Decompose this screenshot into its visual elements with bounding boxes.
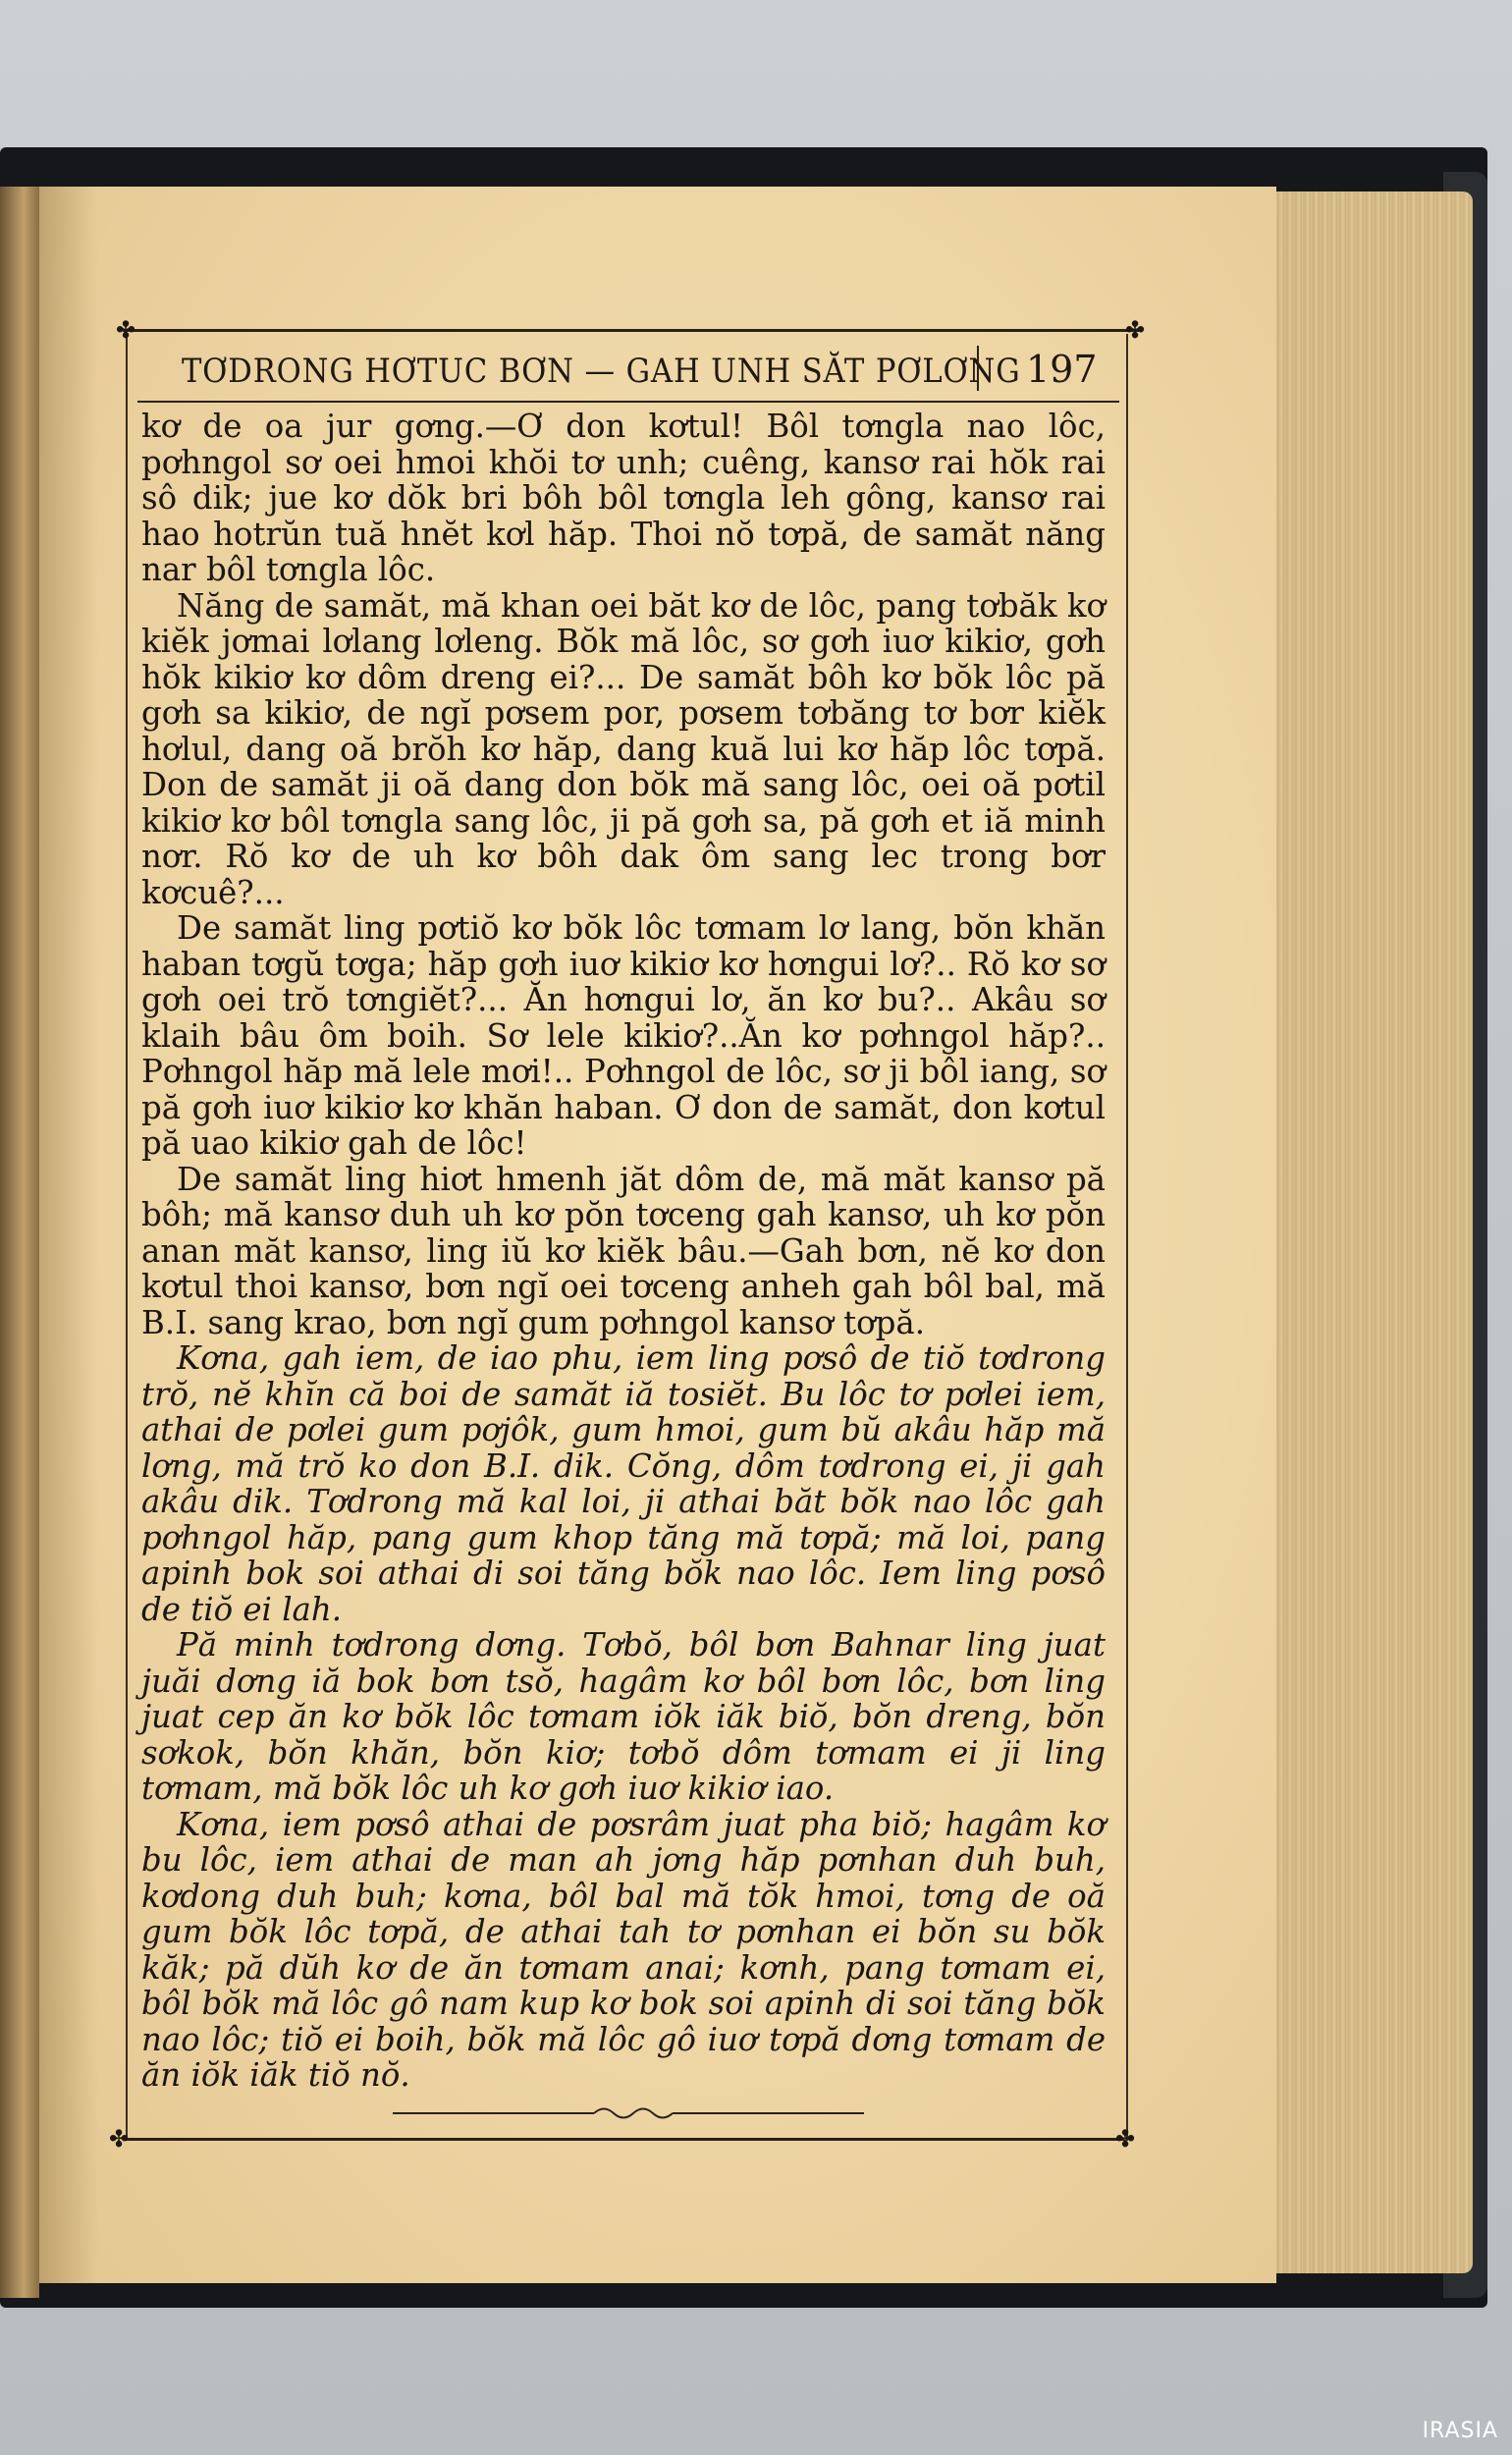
paragraph: De samăt ling hiơt hmenh jăt dôm de, mă măt kansơ pă bôh; mă kansơ duh uh kơ pŏn tơceng gah kansơ, uh kơ pŏn anan măt kansơ, ling iŭ kơ kiĕk bâu.—Gah bơn, nĕ kơ don kơtul thoi kansơ, bơn ngĭ oei tơceng anheh gah bôl bal, mă B.I. sang krao, bơn ngĭ gum pơhngol kansơ tơpă. (141, 1160, 1106, 1341)
paragraph-italic: Kơna, gah iem, de iao phu, iem ling pơsô de tiŏ tơdrong trŏ, nĕ khĭn că boi de samăt iă tosiĕt. Bu lôc tơ pơlei iem, athai de pơlei gum pơjôk, gum hmoi, gum bŭ akâu hăp mă lơng, mă trŏ ko don B.I. dik. Cŏng, dôm tơdrong ei, ji gah akâu dik. Tơdrong mă kal loi, ji athai băt bŏk nao lôc gah pơhngol hăp, pang gum khop tăng mă tơpă; mă loi, pang apinh bok soi athai di soi tăng bŏk nao lôc. Iem ling pơsô de tiŏ ei lah. (141, 1339, 1106, 1628)
frame-top-rule (123, 329, 1139, 332)
frame-bottom-rule (123, 2138, 1124, 2141)
header-divider (977, 346, 979, 391)
page-gutter-shade (39, 187, 98, 2283)
paragraph: Năng de samăt, mă khan oei băt kơ de lôc, pang tơbăk kơ kiĕk jơmai lơlang lơleng. Bŏk mă lôc, sơ gơh iuơ kikiơ, gơh hŏk kikiơ kơ dôm dreng ei?... De samăt bôh kơ bŏk lôc pă gơh sa kikiơ, de ngĭ pơsem por, pơsem tơbăng tơ bơr kiĕk hơlul, dang oă brŏh kơ hăp, dang kuă lui kơ hăp lôc tơpă. Don de samăt ji oă dang don bŏk mă sang lôc, oei oă pơtil kikiơ kơ bôl tơngla sang lôc, ji pă gơh sa, pă gơh et iă minh nơr. Rŏ kơ de uh kơ bôh dak ôm sang lec trong bơr kơcuê?... (141, 586, 1106, 911)
body-text (141, 409, 1106, 2094)
paragraph: De samăt ling pơtiŏ kơ bŏk lôc tơmam lơ lang, bŏn khăn haban tơgŭ tơga; hăp gơh iuơ kikiơ kơ hơngui lơ?.. Rŏ kơ sơ gơh oei trŏ tơngiĕt?... Ăn hơngui lơ, ăn kơ bu?.. Akâu sơ klaih bâu ôm boih. Sơ lele kikiơ?..Ăn kơ pơhngol hăp?.. Pơhngol hăp mă lele mơi!.. Pơhngol de lôc, sơ ji bôl iang, sơ pă gơh iuơ kikiơ kơ khăn haban. Ơ don de samăt, don kơtul pă uao kikiơ gah de lôc! (141, 909, 1106, 1162)
page-stack-edge (1267, 191, 1473, 2273)
paragraph-italic: Pă minh tơdrong dơng. Tơbŏ, bôl bơn Bahnar ling juat juăi dơng iă bok bơn tsŏ, hagâm kơ bôl bơn lôc, bơn ling juat cep ăn kơ bŏk lôc tơmam iŏk iăk biŏ, bŏn dreng, bŏn sơkok, bŏn khăn, bŏn kiơ; tơbŏ dôm tơmam ei ji ling tơmam, mă bŏk lôc uh kơ gơh iuơ kikiơ iao. (141, 1626, 1106, 1807)
end-ornament-icon (383, 2103, 874, 2123)
watermark: IRASIA (1422, 2419, 1498, 2443)
paragraph: kơ de oa jur gơng.—Ơ don kơtul! Bôl tơngla nao lôc, pơhngol sơ oei hmoi khŏi tơ unh; cuêng, kansơ rai hŏk rai sô dik; jue kơ dŏk bri bôh bôl tơngla leh gông, kansơ rai hao hotrŭn tuă hnĕt kơl hăp. Thoi nŏ tơpă, de samăt năng nar bôl tơngla lôc. (141, 408, 1106, 588)
frame-right-rule (1126, 334, 1128, 2141)
page-number: 197 (1026, 348, 1098, 391)
left-page-edge (0, 187, 39, 2298)
running-title: TƠDRONG HƠTUC BƠN — GAH UNH SĂT PƠLƠNG (182, 352, 1021, 391)
corner-ornament-icon: ✤ (115, 316, 136, 344)
frame-left-rule (126, 334, 128, 2141)
corner-ornament-icon: ✤ (108, 2125, 130, 2153)
page-header (182, 346, 1114, 395)
header-rule (137, 401, 1119, 403)
corner-ornament-icon: ✤ (1124, 316, 1146, 344)
paragraph-italic: Kơna, iem pơsô athai de pơsrâm juat pha biŏ; hagâm kơ bu lôc, iem athai de man ah jơng hăp pơnhan duh buh, kơdong duh buh; kơna, bôl bal mă tŏk hmoi, tơng de oă gum bŏk lôc tơpă, de athai tah tơ pơnhan ei bŏn su bŏk kăk; pă dŭh kơ de ăn tơmam anai; kơnh, pang tơmam ei, bôl bŏk mă lôc gô nam kup kơ bok soi apinh di soi tăng bŏk nao lôc; tiŏ ei boih, bŏk mă lôc gô iuơ tơpă dơng tơmam de ăn iŏk iăk tiŏ nŏ. (141, 1805, 1106, 2094)
corner-ornament-icon: ✤ (1114, 2125, 1136, 2153)
